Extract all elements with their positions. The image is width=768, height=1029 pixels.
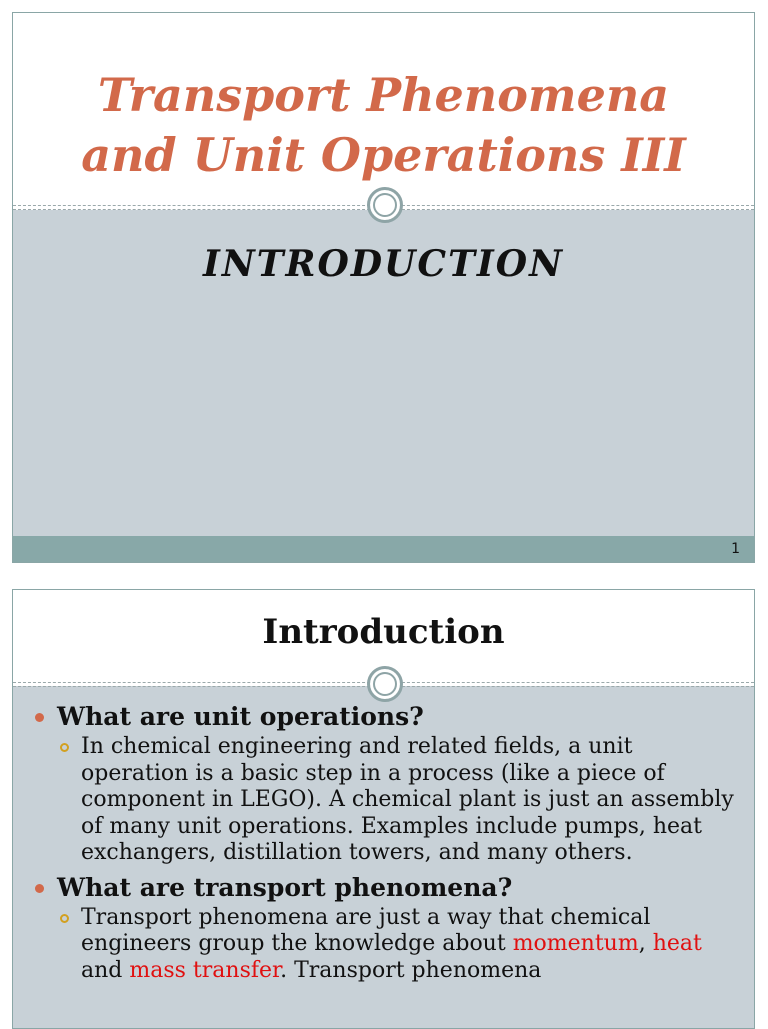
text-segment: . Transport phenomena bbox=[280, 957, 542, 983]
sub-bullet-text bbox=[81, 905, 702, 983]
term-momentum: momentum bbox=[512, 931, 639, 956]
sub-bullet-ring-icon bbox=[60, 914, 69, 923]
slide-footer-bar bbox=[13, 536, 754, 562]
sub-bullet-ring-icon bbox=[60, 743, 69, 752]
slide-1 bbox=[12, 12, 755, 563]
bullet-heading: What are unit operations? bbox=[57, 702, 424, 731]
sub-bullet-transport-phenomena bbox=[33, 905, 745, 985]
slide-2-content bbox=[33, 698, 745, 988]
term-mass-transfer: mass transfer bbox=[129, 957, 281, 983]
title-line-1: Transport Phenomena bbox=[97, 68, 670, 122]
bullet-unit-operations bbox=[33, 700, 745, 734]
text-segment: , bbox=[638, 931, 653, 956]
bullet-dot-icon bbox=[35, 884, 44, 893]
sub-bullet-text: In chemical engineering and related fields, a unit operation is a basic step in a process (like a piece of component in LEGO). A chemical plant is just an assembly of many unit operations. Examples include pumps, heat exchangers, distillation towers, and many others. bbox=[81, 734, 734, 865]
slide-2 bbox=[12, 589, 755, 1029]
page-number: 1 bbox=[731, 541, 740, 557]
term-heat: heat bbox=[652, 931, 702, 956]
bullet-transport-phenomena bbox=[33, 871, 745, 905]
slide-2-title: Introduction bbox=[262, 612, 505, 652]
sub-bullet-unit-operations bbox=[33, 734, 745, 867]
text-segment: Transport phenomena are just a way that chemical engineers group the knowledge about bbox=[81, 904, 651, 956]
ring-ornament-icon bbox=[367, 187, 403, 223]
slide-1-title bbox=[13, 65, 754, 185]
title-line-2: and Unit Operations III bbox=[81, 128, 686, 182]
bullet-dot-icon bbox=[35, 713, 44, 722]
ring-ornament-icon bbox=[367, 666, 403, 702]
slide-1-subtitle: INTRODUCTION bbox=[203, 243, 564, 285]
text-segment: and bbox=[81, 957, 130, 983]
bullet-heading: What are transport phenomena? bbox=[57, 872, 513, 902]
